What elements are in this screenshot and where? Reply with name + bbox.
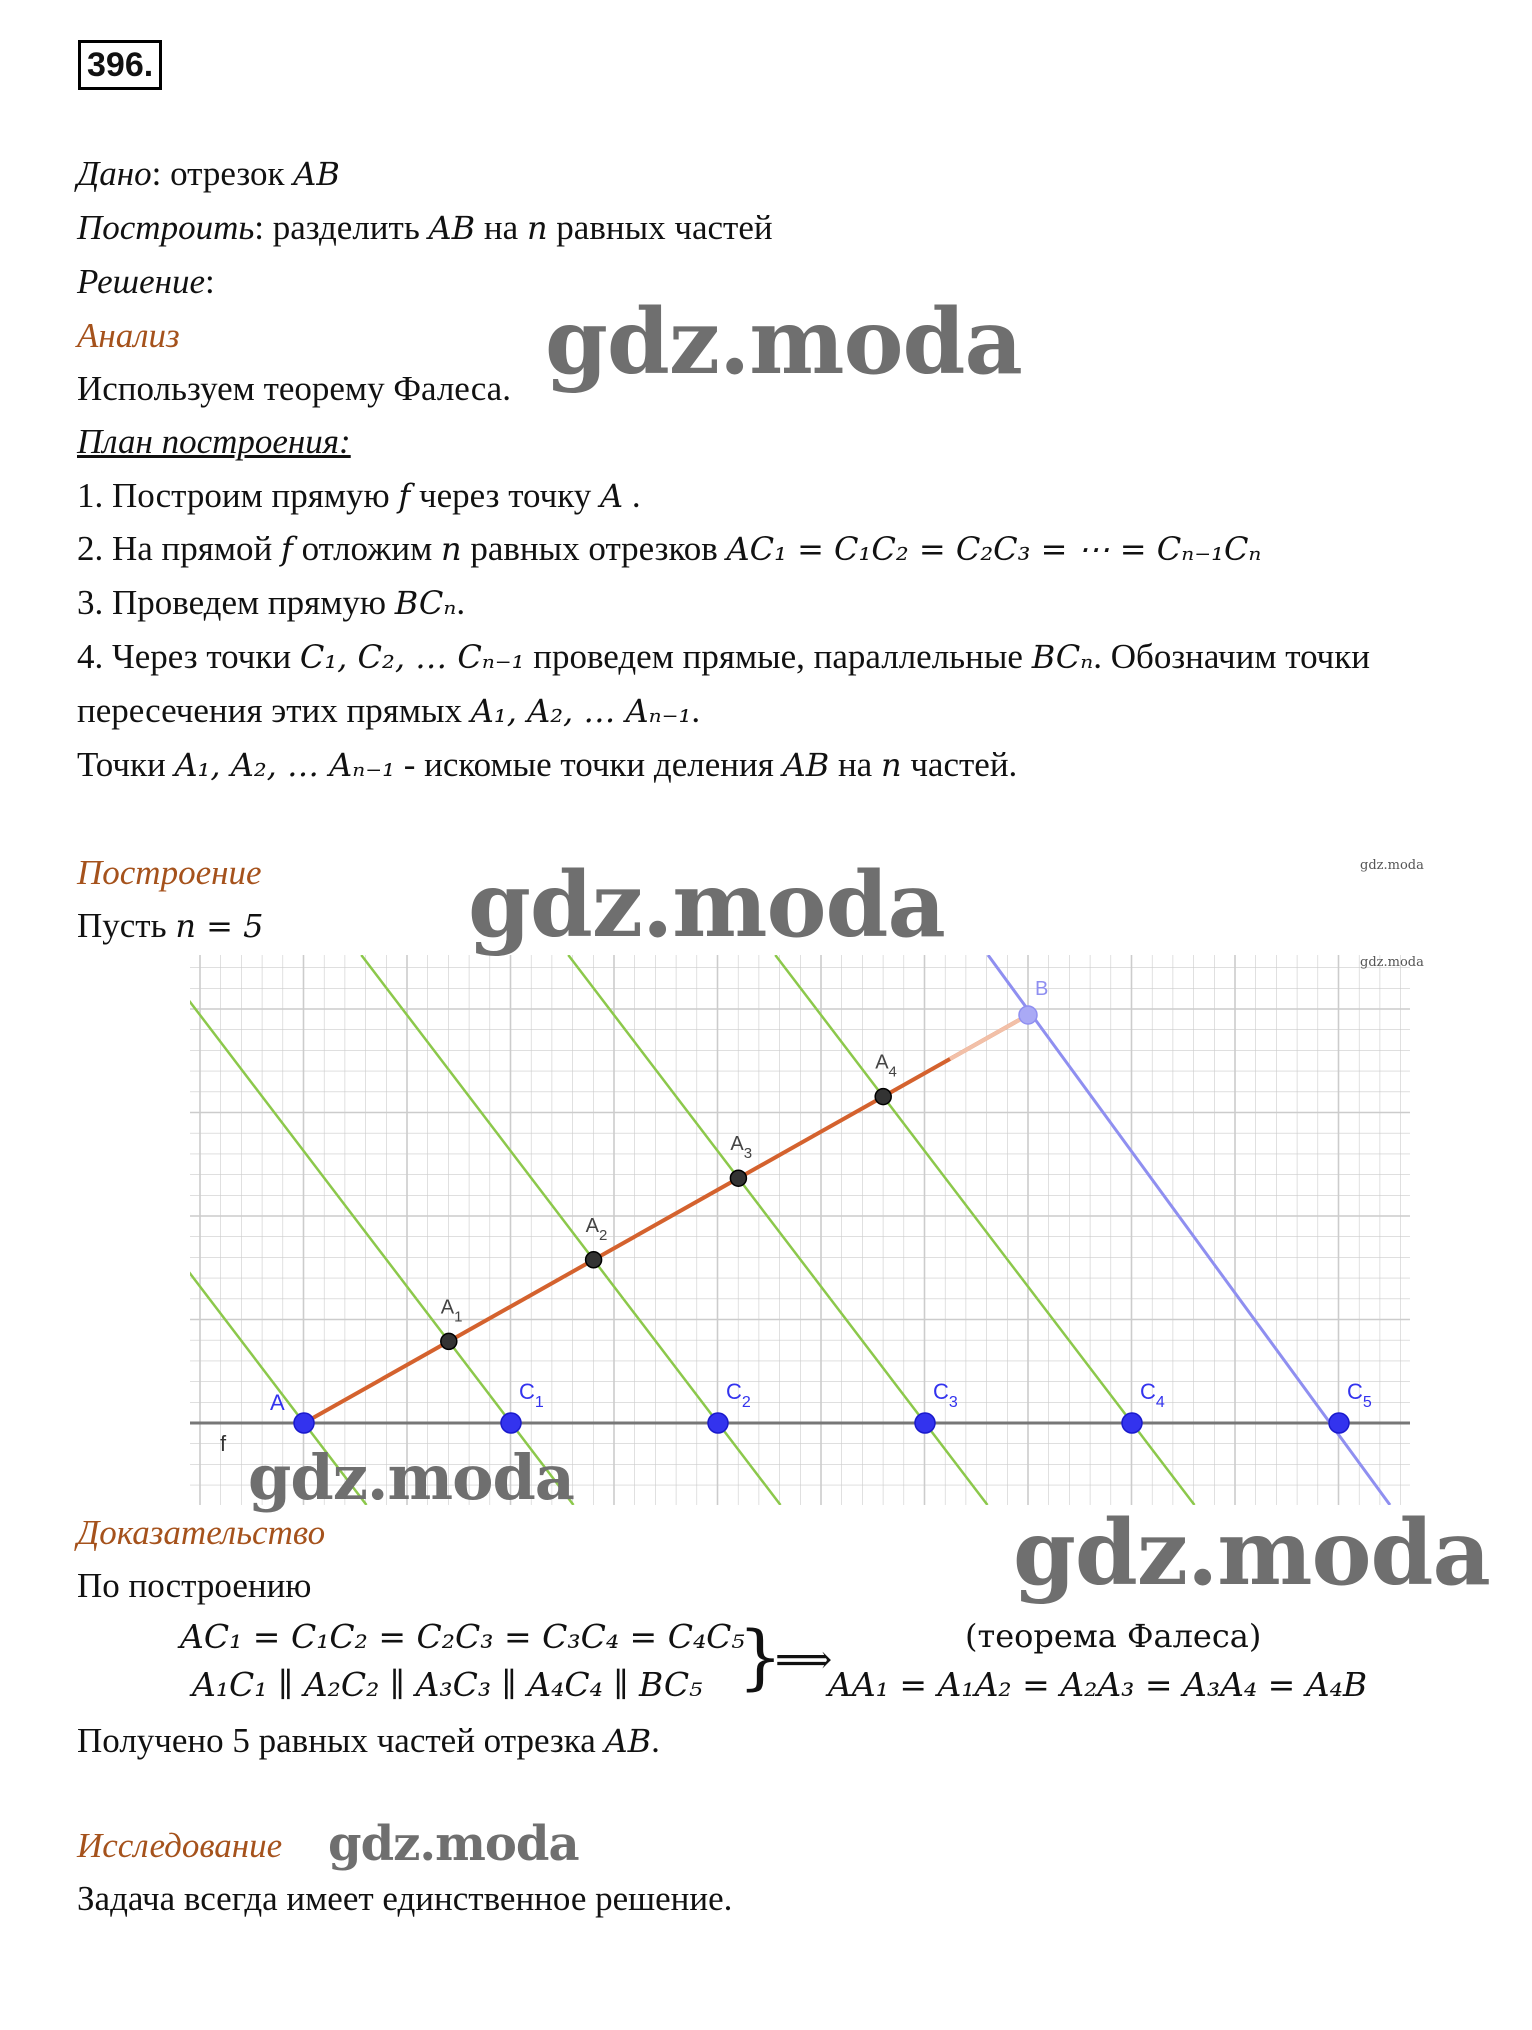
construct-line (77, 207, 773, 249)
segment-ab-faded (950, 1015, 1028, 1059)
plan-step-1 (77, 475, 641, 517)
watermark-small-1: gdz.moda (1360, 858, 1424, 873)
plan-heading: План построения: (77, 422, 351, 461)
conclusion-math-n: n (880, 746, 902, 784)
point-a4-sub: 4 (888, 1063, 897, 1081)
proof-implies: ⟹ (775, 1637, 833, 1683)
step4b-text: пересечения этих прямых (77, 691, 471, 730)
given-label: Дано (77, 154, 152, 193)
research-text: Задача всегда имеет единственное решение. (77, 1879, 733, 1918)
point-a4 (875, 1089, 891, 1105)
proof-result: AA₁ = A₁A₂ = A₂A₃ = A₃A₄ = A₄B (828, 1665, 1368, 1704)
solution-colon: : (205, 262, 215, 301)
conclusion-math-a: A₁, A₂, … Aₙ₋₁ (174, 746, 395, 784)
point-c5-label: $C_5$ (1347, 1379, 1372, 1411)
conclusion-math-ab: AB (782, 746, 830, 784)
point-c2 (708, 1413, 728, 1433)
point-c3 (915, 1413, 935, 1433)
proof-theorem: (теорема Фалеса) (965, 1617, 1262, 1655)
problem-number: 396. (78, 40, 162, 90)
step3-text: 3. Проведем прямую (77, 583, 395, 622)
proof-brace: } (738, 1616, 783, 1698)
step4-math-c: C₁, C₂, … Cₙ₋₁ (299, 638, 525, 676)
step1-text-2: через точку (410, 476, 600, 515)
step2-text: 2. На прямой (77, 529, 282, 568)
conclusion-text-4: частей. (901, 745, 1018, 784)
step1-text: 1. Построим прямую (77, 476, 399, 515)
watermark-2: gdz.moda (468, 852, 945, 958)
step2-math-n: n (441, 530, 462, 568)
plan-step-3 (77, 582, 465, 624)
construction-text (77, 905, 263, 947)
point-a2 (586, 1252, 602, 1268)
point-a2-sub: 2 (598, 1226, 608, 1244)
step4-text-2: проведем прямые, параллельные (524, 637, 1032, 676)
plan-step-4 (77, 636, 1370, 678)
proof-conclusion-text: Получено 5 равных частей отрезка (77, 1721, 605, 1760)
point-a-label: A (270, 1390, 285, 1415)
watermark-3: gdz.moda (248, 1441, 574, 1514)
conclusion-text: Точки (77, 745, 175, 784)
proof-conclusion-math: AB (604, 1722, 652, 1760)
point-c2-label: $C_2$ (726, 1379, 751, 1411)
point-labels (441, 1052, 1372, 1411)
research-heading: Исследование (77, 1826, 283, 1865)
point-a (294, 1413, 314, 1433)
construct-text-3: равных частей (547, 208, 773, 247)
construction-let: Пусть (77, 906, 176, 945)
point-c4-sub: 4 (1155, 1394, 1165, 1411)
point-c4-label: $C_4$ (1140, 1379, 1165, 1411)
construction-heading: Построение (77, 853, 262, 892)
point-c2-sub: 2 (741, 1394, 751, 1411)
point-c1 (501, 1413, 521, 1433)
watermark-small-2: gdz.moda (1360, 955, 1424, 970)
construct-math-n: n (526, 209, 548, 247)
point-c1-sub: 1 (534, 1394, 544, 1411)
point-c3-label: $C_3$ (933, 1379, 958, 1411)
step3-text-2: . (456, 583, 466, 622)
point-a1-sub: 1 (454, 1308, 463, 1326)
point-c3-sub: 3 (948, 1394, 958, 1411)
step1-math-a: A (599, 477, 624, 515)
step4-text: 4. Через точки (77, 637, 300, 676)
point-a1 (441, 1333, 457, 1349)
step2-text-2: отложим (292, 529, 441, 568)
given-line (77, 153, 340, 195)
step3-math: BCₙ (394, 584, 457, 622)
conclusion-text-3: на (829, 745, 881, 784)
segment-ab (304, 1015, 1028, 1423)
analysis-heading: Анализ (77, 316, 180, 355)
step4-math-bcn: BCₙ (1031, 638, 1094, 676)
point-a3-sub: 3 (743, 1145, 753, 1163)
construct-text-2: на (475, 208, 527, 247)
proof-text: По построению (77, 1566, 312, 1605)
solution-label: Решение (77, 262, 206, 301)
point-c5 (1329, 1413, 1349, 1433)
construction-math: n = 5 (175, 907, 264, 945)
solution-line (77, 261, 215, 303)
point-a3-label: $A_3$ (730, 1133, 753, 1163)
step1-text-3: . (623, 476, 641, 515)
point-a3 (730, 1170, 746, 1186)
step1-math-f: f (398, 477, 411, 515)
step4b-text-2: . (691, 691, 701, 730)
plan-step-2 (77, 528, 1261, 570)
proof-heading: Доказательство (77, 1513, 326, 1552)
step4b-math: A₁, A₂, … Aₙ₋₁ (470, 692, 692, 730)
step2-equation: AC₁ = C₁C₂ = C₂C₃ = ⋯ = Cₙ₋₁Cₙ (726, 530, 1262, 568)
proof-row-1: AC₁ = C₁C₂ = C₂C₃ = C₃C₄ = C₄C₅ (180, 1617, 745, 1656)
point-a2-label: $A_2$ (585, 1214, 608, 1244)
step2-math-f: f (281, 530, 293, 568)
plan-conclusion (77, 744, 1017, 786)
point-b (1019, 1006, 1037, 1024)
step2-text-3: равных отрезков (461, 529, 727, 568)
construct-text: : разделить (254, 208, 429, 247)
point-c1-label: $C_1$ (519, 1379, 544, 1411)
proof-conclusion-end: . (651, 1721, 660, 1760)
given-text: : отрезок (151, 154, 294, 193)
watermark-5: gdz.moda (328, 1816, 579, 1872)
proof-row-2: A₁C₁ ∥ A₂C₂ ∥ A₃C₃ ∥ A₄C₄ ∥ BC₅ (192, 1665, 703, 1704)
step4-text-3: . Обозначим точки (1093, 637, 1371, 676)
construction-figure (190, 955, 1420, 1505)
watermark-1: gdz.moda (545, 289, 1022, 395)
point-a4-label: $A_4$ (875, 1051, 897, 1081)
construct-math-ab: AB (428, 209, 476, 247)
plan-step-4b (77, 690, 700, 732)
construct-label: Построить (77, 208, 255, 247)
watermark-4: gdz.moda (1013, 1500, 1490, 1606)
point-c5-sub: 5 (1362, 1394, 1372, 1411)
conclusion-text-2: - искомые точки деления (394, 745, 783, 784)
proof-conclusion (77, 1720, 660, 1762)
line-f-label: f (220, 1431, 227, 1456)
point-a1-label: $A_1$ (440, 1296, 463, 1326)
point-c4 (1122, 1413, 1142, 1433)
point-b-label: B (1035, 978, 1049, 1000)
given-math: AB (293, 155, 340, 193)
analysis-text: Используем теорему Фалеса. (77, 369, 511, 408)
